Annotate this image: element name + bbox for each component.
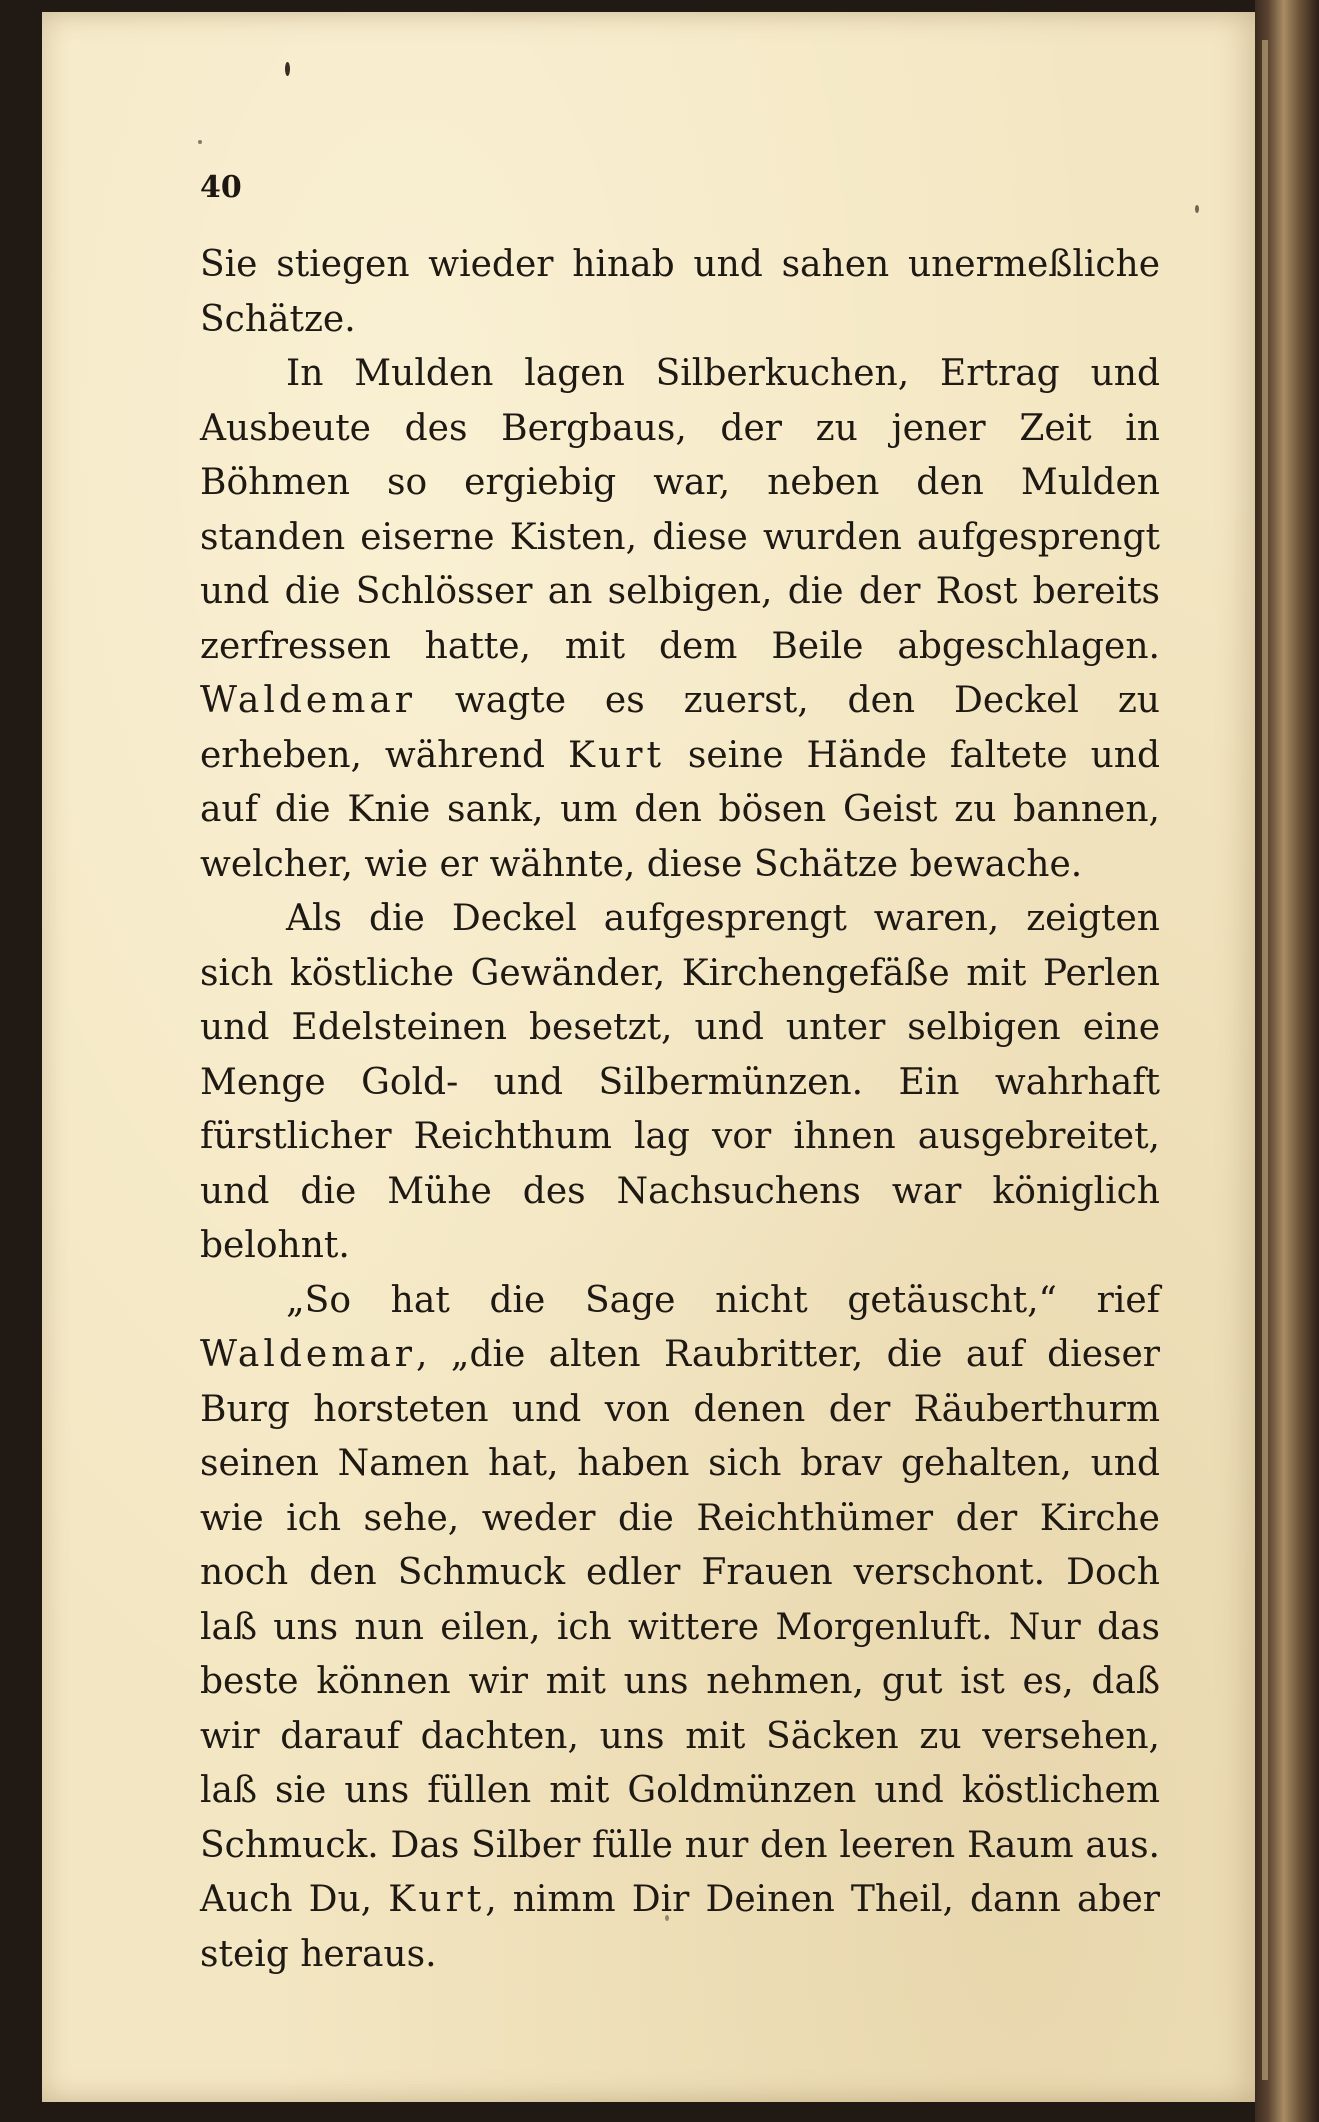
page-edge [1262, 40, 1268, 2080]
paragraph-2-text: In Mulden lagen Silberkuchen, Ertrag und Ausbeute des Bergbaus, der zu jener Zeit in Böhmen so ergiebig war, neben den Mulden standen eiserne Kisten, diese wurden aufgesprengt und die Schlösser an selbigen, die der Rost bereits zerfressen hatte, mit dem Beile abgeschlagen. [200, 353, 1160, 667]
paragraph-2-tail: seine Hände faltete und auf die Knie sank, um den bösen Geist zu bannen, welcher, wie er wähnte, diese Schätze bewache. [200, 734, 1160, 885]
paragraph-2 [200, 347, 1160, 892]
quote-body: , „die alten Raubritter, die auf dieser Burg horsteten und von denen der Räuberthurm seinen Namen hat, haben sich brav gehalten, und wie ich sehe, weder die Reichthümer der Kirche noch den Schmuck edler Frauen verschont. Doch laß uns nun eilen, ich wittere Morgenluft. Nur das beste können wir mit uns nehmen, gut ist es, daß wir darauf dachten, uns mit Säcken zu versehen, laß sie uns füllen mit Goldmünzen und köstlichem Schmuck. Das Silber fülle nur den leeren Raum aus. Auch Du, [200, 1334, 1160, 1920]
ink-speck [1195, 205, 1199, 213]
ink-speck [285, 62, 290, 76]
page-number: 40 [200, 170, 242, 205]
quote-open: „So hat die Sage nicht getäuscht,“ rief [286, 1279, 1160, 1321]
name-kurt-addressee: Kurt [388, 1879, 486, 1920]
paragraph-2-cont: wagte es zuerst, den Deckel zu erheben, während [200, 680, 1160, 776]
paragraph-4 [200, 1274, 1160, 1983]
quote-closing: , nimm Dir Deinen Theil, dann aber steig heraus. [200, 1879, 1160, 1975]
name-kurt: Kurt [568, 734, 665, 776]
name-waldemar-speaker: Waldemar [200, 1334, 417, 1375]
paragraph-1: Sie stiegen wieder hinab und sahen unermeßliche Schätze. [200, 244, 1160, 340]
name-waldemar: Waldemar [200, 680, 417, 721]
body-text [200, 238, 1160, 1982]
paragraph-3: Als die Deckel aufgesprengt waren, zeigten sich köstliche Gewänder, Kirchengefäße mit Perlen und Edelsteinen besetzt, und unter selbigen eine Menge Gold- und Silbermünzen. Ein wahrhaft fürstlicher Reichthum lag vor ihnen ausgebreitet, und die Mühe des Nachsuchens war königlich belohnt. [200, 898, 1160, 1266]
ink-speck [198, 140, 202, 144]
